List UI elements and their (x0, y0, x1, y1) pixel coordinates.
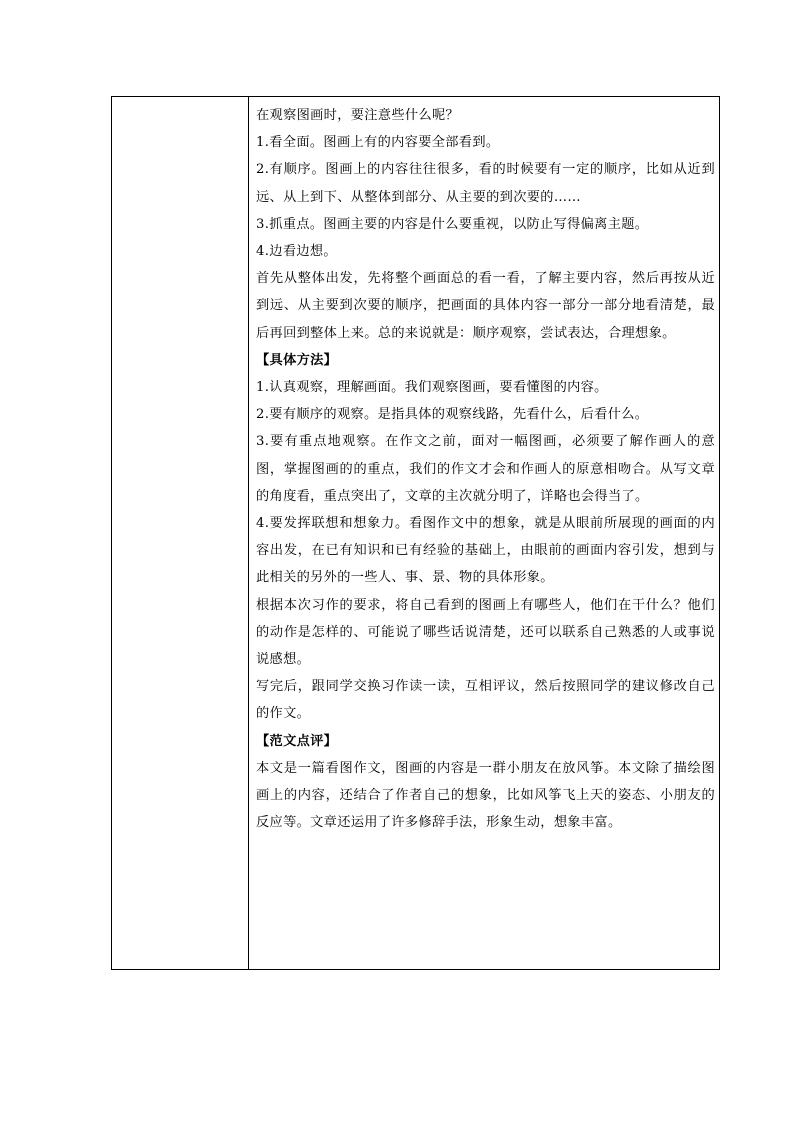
paragraph-method-4: 4.要发挥联想和想象力。看图作文中的想象，就是从眼前所展现的画面的内容出发，在已有知识和已有经验的基础上，由眼前的画面内容引发，想到与此相关的另外的一些人、事、景、物的具体形象。 (256, 516, 715, 586)
paragraph-tip-3: 3.抓重点。图画主要的内容是什么要重视，以防止写得偏离主题。 (256, 216, 649, 232)
paragraph-method-2: 2.要有顺序的观察。是指具体的观察线路，先看什么，后看什么。 (256, 407, 649, 423)
paragraph-requirement: 根据本次习作的要求，将自己看到的图画上有哪些人，他们在干什么？他们的动作是怎样的、可能说了哪些话说清楚，还可以联系自己熟悉的人或事说说感想。 (256, 597, 715, 668)
paragraph-tip-4: 4.边看边想。 (256, 244, 337, 260)
content-table (111, 96, 720, 970)
paragraph-revise: 写完后，跟同学交换习作读一读，互相评议，然后按照同学的建议修改自己的作文。 (256, 679, 715, 722)
paragraph-observe-question: 在观察图画时，要注意些什么呢？ (256, 108, 460, 123)
section-heading-review: 【范文点评】 (256, 733, 338, 749)
paragraph-method-3: 3.要有重点地观察。在作文之前，面对一幅图画，必须要了解作画人的意图，掌握图画的的重点，我们的作文才会和作画人的原意相吻合。从写文章的角度看，重点突出了，文章的主次就分明了，详略也会得当了。 (256, 434, 715, 504)
paragraph-review: 本文是一篇看图作文，图画的内容是一群小朋友在放风筝。本文除了描绘图画上的内容，还结合了作者自己的想象，比如风筝飞上天的姿态、小朋友的反应等。文章还运用了许多修辞手法，形象生动，想象丰富。 (256, 760, 715, 831)
table-row (112, 97, 720, 970)
paragraph-method-1: 1.认真观察，理解画面。我们观察图画，要看懂图的内容。 (256, 380, 608, 396)
paragraph-tip-2: 2.有顺序。图画上的内容往往很多，看的时候要有一定的顺序，比如从近到远、从上到下、从整体到部分、从主要的到次要的…… (256, 162, 715, 205)
paragraph-summary: 首先从整体出发，先将整个画面总的看一看，了解主要内容，然后再按从近到远、从主要到次要的顺序，把画面的具体内容一部分一部分地看清楚，最后再回到整体上来。总的来说就是：顺序观察，尝试表达，合理想象。 (256, 271, 715, 341)
content-cell (249, 97, 720, 970)
section-heading-methods: 【具体方法】 (256, 352, 338, 368)
paragraph-tip-1: 1.看全面。图画上有的内容要全部看到。 (256, 135, 500, 151)
left-empty-cell (112, 97, 249, 970)
